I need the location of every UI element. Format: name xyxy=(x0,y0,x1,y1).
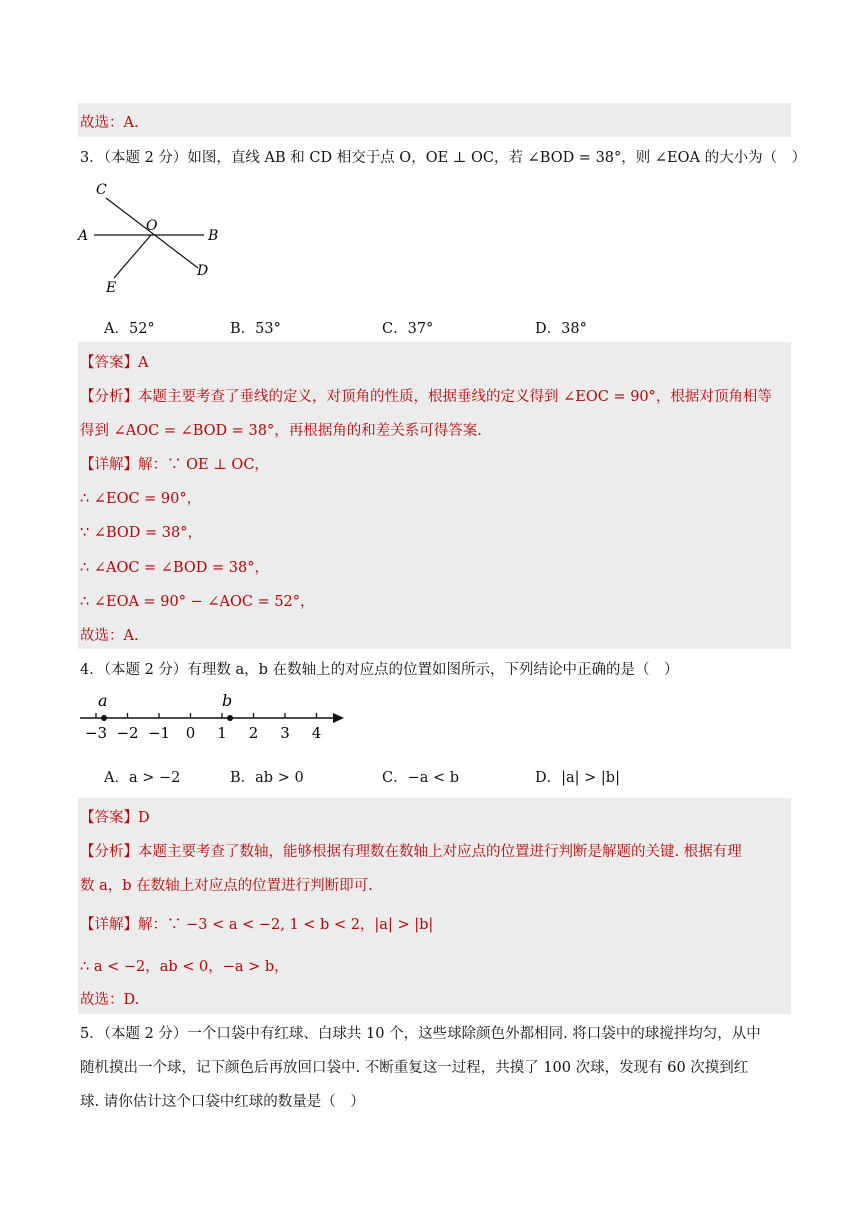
q3-conclusion: 故选：A. xyxy=(80,628,139,644)
q4-answer: 【答案】D xyxy=(80,810,150,826)
q4-stem: 4．（本题 2 分）有理数 a，b 在数轴上的对应点的位置如图所示，下列结论中正确的是（ ） xyxy=(80,662,679,678)
q3-analysis-line-1: 【分析】本题主要考查了垂线的定义，对顶角的性质，根据垂线的定义得到 ∠EOC = 90°，根据对顶角相等 xyxy=(80,389,772,405)
q3-detail-line-5: ∴ ∠EOA = 90° − ∠AOC = 52°， xyxy=(80,594,315,610)
point-b-dot xyxy=(227,715,233,721)
q3-detail-line-2: ∴ ∠EOC = 90°， xyxy=(80,491,202,507)
label-d: D xyxy=(197,263,209,279)
label-e: E xyxy=(106,280,117,296)
q5-stem-line-1: 5．（本题 2 分）一个口袋中有红球、白球共 10 个，这些球除颜色外都相同. 将口袋中的球搅拌均匀，从中 xyxy=(80,1026,761,1042)
answer-block-q4 xyxy=(78,798,791,1014)
q3-intersecting-lines-figure xyxy=(76,178,236,300)
tick-label: −1 xyxy=(147,724,171,742)
point-a-label: a xyxy=(98,691,108,710)
q3-detail-line-4: ∴ ∠AOC = ∠BOD = 38°， xyxy=(80,560,269,576)
q3-analysis-line-2: 得到 ∠AOC = ∠BOD = 38°，再根据角的和差关系可得答案. xyxy=(80,423,482,439)
tick-label: 3 xyxy=(280,724,290,742)
label-a: A xyxy=(78,228,89,244)
q3-stem: 3．（本题 2 分）如图，直线 AB 和 CD 相交于点 O，OE ⊥ OC，若 ∠BOD = 38°，则 ∠EOA 的大小为（ ） xyxy=(80,150,807,166)
tick-label: −2 xyxy=(116,724,139,742)
tick-label: 1 xyxy=(217,724,227,742)
q4-option-b[interactable]: B．ab > 0 xyxy=(230,770,304,786)
q4-analysis-line-1: 【分析】本题主要考查了数轴，能够根据有理数在数轴上对应点的位置进行判断是解题的关键. 根据有理 xyxy=(80,844,742,860)
q5-stem-line-3: 球. 请你估计这个口袋中红球的数量是（ ） xyxy=(80,1094,365,1110)
q4-option-d[interactable]: D．|a| > |b| xyxy=(535,770,620,786)
tick-label: 0 xyxy=(185,724,196,742)
answer-block-q2 xyxy=(78,103,791,137)
point-b-label: b xyxy=(222,691,233,710)
q3-option-a[interactable]: A．52° xyxy=(104,321,155,337)
label-b: B xyxy=(208,228,219,244)
q2-conclusion: 故选：A. xyxy=(80,115,139,131)
q4-option-c[interactable]: C．−a < b xyxy=(382,770,460,786)
point-a-dot xyxy=(101,715,107,721)
q3-answer: 【答案】A xyxy=(80,355,149,371)
tick-label: 4 xyxy=(311,724,322,742)
ray-oe xyxy=(114,235,151,278)
q3-option-b[interactable]: B．53° xyxy=(230,321,281,337)
q5-stem-line-2: 随机摸出一个球，记下颜色后再放回口袋中. 不断重复这一过程，共摸了 100 次球，发现有 60 次摸到红 xyxy=(80,1060,749,1076)
q4-number-line-figure xyxy=(76,686,356,746)
q3-option-c[interactable]: C．37° xyxy=(382,321,434,337)
label-c: C xyxy=(96,182,107,198)
q4-analysis-line-2: 数 a，b 在数轴上对应点的位置进行判断即可. xyxy=(80,878,373,894)
tick-label: −3 xyxy=(84,724,108,742)
q4-detail-line-2: ∴ a < −2，ab < 0，−a > b， xyxy=(80,959,289,975)
q3-detail-line-1: 【详解】解：∵ OE ⊥ OC， xyxy=(80,457,269,473)
q3-option-d[interactable]: D．38° xyxy=(535,321,587,337)
q4-detail-line-1: 【详解】解：∵ −3 < a < −2, 1 < b < 2，|a| > |b| xyxy=(80,917,434,933)
q3-detail-line-3: ∵ ∠BOD = 38°， xyxy=(80,525,202,541)
number-line-arrow xyxy=(333,713,344,723)
tick-label: 2 xyxy=(248,724,259,742)
label-o: O xyxy=(146,218,158,234)
q4-option-a[interactable]: A．a > −2 xyxy=(104,770,181,786)
q4-conclusion: 故选：D. xyxy=(80,992,140,1008)
